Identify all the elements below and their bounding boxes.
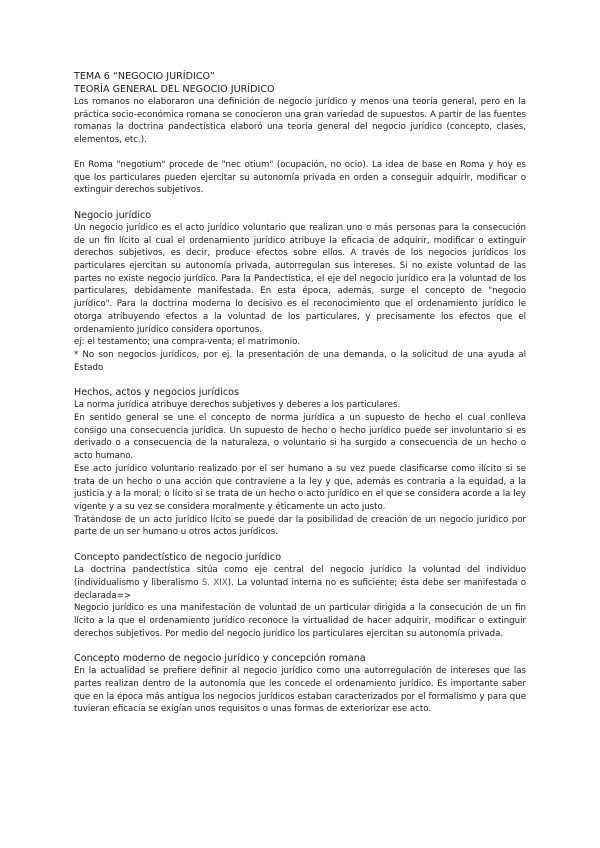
section-heading-negocio: Negocio jurídico: [74, 209, 152, 221]
negocio-paragraph-2: ej: el testamento; una compra-venta; el matrimonio.: [74, 337, 300, 348]
intro-paragraph-2: En Roma "negotium" procede de "nec otium" (ocupación, no ocio). La idea de base en Roma y hoy es que los particulares pueden ejercitar su autonomía privada en orden a conseguir adquirir, modificar o extinguir derechos subjetivos.: [74, 159, 526, 196]
section-heading-hechos: Hechos, actos y negocios jurídicos: [74, 387, 240, 399]
pandectistico-paragraph-2: Negocio jurídico es una manifestación de voluntad de un particular dirigida a la consecución de un fin lícito a la que el ordenamiento jurídico reconoce la virtualidad de hacer adquirir, modificar o extinguir derechos subjetivos. Por medio del negocio jurídico los particulares ejercitan su autonomía privada.: [74, 603, 526, 639]
hechos-paragraph-4: Tratándose de un acto jurídico lícito se puede dar la posibilidad de creación de un negocio jurídico por parte de un ser humano u otros actos jurídicos.: [74, 514, 526, 538]
section-heading-moderno: Concepto moderno de negocio jurídico y concepción romana: [74, 653, 366, 665]
document-subtitle: TEORÍA GENERAL DEL NEGOCIO JURÍDICO: [74, 84, 275, 95]
hechos-paragraph-3: Ese acto jurídico voluntario realizado por el ser humano a su vez puede clasificarse como ilícito si se trata de un hecho o una acción que contraviene a la ley y que, además es contraria a la equidad, a la justicia y a la moral; o lícito si se trata de un hecho o acto jurídico en el que se considera acorde a la ley vigente y a su vez se considera moralmente y éticamente un acto justo.: [74, 463, 526, 512]
section-heading-pandectistico: Concepto pandectístico de negocio jurídico: [74, 552, 282, 564]
century-label: S. XIX: [201, 577, 228, 588]
document-title: TEMA 6 “NEGOCIO JURÍDICO”: [74, 71, 215, 82]
negocio-paragraph-1: Un negocio jurídico es el acto jurídico voluntario que realizan uno o más personas para la consecución de un fin lícito al cual el ordenamiento jurídico atribuye la eficacia de adquirir, modificar o extinguir derechos subjetivos, es decir, produce efectos sobre ellos. A través de los negocios jurídicos los particulares ejercitan su autonomía privada, autorregulan sus intereses. Si no existe voluntad de las partes no existe negocio jurídico. Para la Pandectística, el eje del negocio jurídico era la voluntad de los particulares, debidamente manifestada. En esta época, además, surge el concepto de "negocio jurídico". Para la doctrina moderna lo decisivo es el reconocimiento que el ordenamiento jurídico le otorga atribuyendo efectos a la voluntad de los particulares, y precisamente los efectos que el ordenamiento jurídico considera oportunos.: [74, 222, 526, 335]
pandectistico-text-a: La doctrina pandectística sitúa como eje central del negocio jurídico la voluntad del individuo (individualismo y liberalismo: [74, 565, 526, 588]
hechos-paragraph-2: En sentido general se une el concepto de norma jurídica a un supuesto de hecho el cual conlleva consigo una consecuencia jurídica. Un supuesto de hecho o hecho jurídico puede ser involuntario si es derivado o a consecuencia de la naturaleza, o voluntario si ha surgido a consecuencia de un hecho o acto humano.: [74, 413, 526, 462]
pandectistico-paragraph-1: [74, 564, 526, 602]
pandectistico-text-c: ). La voluntad interna no es suficiente; ésta debe ser manifestada o declarada=>: [74, 577, 526, 601]
intro-paragraph-1: Los romanos no elaboraron una definición de negocio jurídico y menos una teoría general, pero en la práctica socio-económica romana se conocieron una gran variedad de supuestos. A partir de las fuentes romanas la doctrina pandectística elaboró una teoría general del negocio jurídico (concepto, clases, elementos, etc.).: [74, 97, 526, 146]
hechos-paragraph-1: La norma jurídica atribuye derechos subjetivos y deberes a los particulares.: [74, 400, 401, 411]
moderno-paragraph-1: En la actualidad se prefiere definir al negocio jurídico como una autorregulación de intereses que las partes realizan dentro de la autonomía que les concede el ordenamiento jurídico. Es importante saber que en la época más antigua los negocios jurídicos estaban caracterizados por el formalismo y para que tuvieran eficacia se exigían unos requisitos o unas formas de exteriorizar ese acto.: [74, 666, 526, 715]
negocio-paragraph-3: * No son negocios jurídicos, por ej. la presentación de una demanda, o la solicitud de una ayuda al Estado: [74, 349, 526, 373]
